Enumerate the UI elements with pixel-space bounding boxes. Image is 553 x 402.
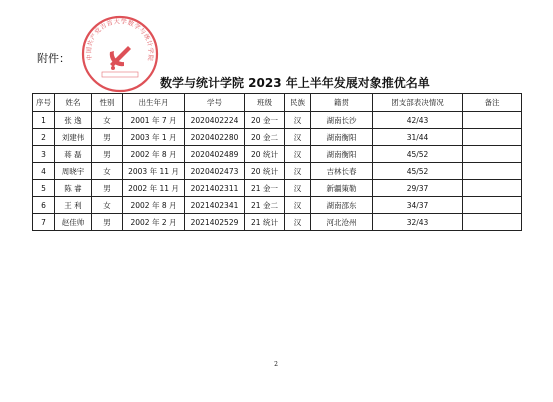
page-number: 2 — [274, 361, 278, 368]
table-row — [33, 112, 522, 129]
table-cell: 女 — [92, 163, 123, 180]
table-header-row — [33, 94, 522, 112]
table-cell: 21 金一 — [245, 180, 285, 197]
table-cell: 7 — [33, 214, 55, 231]
table-cell: 张 逸 — [55, 112, 92, 129]
attachment-label: 附件： — [37, 52, 70, 65]
table-cell: 刘建伟 — [55, 129, 92, 146]
table-cell: 湖南衡阳 — [311, 129, 373, 146]
table-cell: 2020402224 — [185, 112, 245, 129]
table-cell: 2021402341 — [185, 197, 245, 214]
column-header: 学号 — [185, 94, 245, 112]
table-cell: 2002 年 8 月 — [123, 146, 185, 163]
table-cell: 王 利 — [55, 197, 92, 214]
table-cell: 男 — [92, 180, 123, 197]
table-cell: 4 — [33, 163, 55, 180]
table-cell: 汉 — [285, 112, 311, 129]
table-cell: 湖南衡阳 — [311, 146, 373, 163]
table-cell: 2020402280 — [185, 129, 245, 146]
table-cell: 周晓宇 — [55, 163, 92, 180]
table-row — [33, 214, 522, 231]
table-cell: 2002 年 11 月 — [123, 180, 185, 197]
table-cell: 3 — [33, 146, 55, 163]
table-cell: 汉 — [285, 129, 311, 146]
table-cell: 6 — [33, 197, 55, 214]
table-cell: 45/52 — [373, 163, 463, 180]
table-cell — [463, 129, 522, 146]
column-header: 序号 — [33, 94, 55, 112]
table-row — [33, 129, 522, 146]
table-cell: 2 — [33, 129, 55, 146]
table-cell: 31/44 — [373, 129, 463, 146]
table-cell — [463, 163, 522, 180]
party-emblem-icon — [110, 46, 131, 70]
table-cell: 男 — [92, 129, 123, 146]
table-cell: 5 — [33, 180, 55, 197]
table-cell: 2003 年 11 月 — [123, 163, 185, 180]
table-cell: 2020402489 — [185, 146, 245, 163]
table-cell — [463, 197, 522, 214]
table-cell: 2021402311 — [185, 180, 245, 197]
table-cell: 29/37 — [373, 180, 463, 197]
table-cell: 汉 — [285, 214, 311, 231]
table-cell: 汉 — [285, 197, 311, 214]
table-cell: 20 金一 — [245, 112, 285, 129]
table-cell: 32/43 — [373, 214, 463, 231]
official-seal-stamp — [80, 14, 160, 94]
table-cell: 20 金二 — [245, 129, 285, 146]
table-cell: 21 金二 — [245, 197, 285, 214]
table-cell: 45/52 — [373, 146, 463, 163]
table-cell: 2002 年 8 月 — [123, 197, 185, 214]
table-cell: 42/43 — [373, 112, 463, 129]
table-cell: 汉 — [285, 180, 311, 197]
column-header: 出生年月 — [123, 94, 185, 112]
table-cell: 汉 — [285, 146, 311, 163]
table-row — [33, 197, 522, 214]
table-cell — [463, 214, 522, 231]
column-header: 团支部表决情况 — [373, 94, 463, 112]
table-cell: 男 — [92, 214, 123, 231]
column-header: 民族 — [285, 94, 311, 112]
table-cell: 湖南长沙 — [311, 112, 373, 129]
table-cell: 21 统计 — [245, 214, 285, 231]
column-header: 班级 — [245, 94, 285, 112]
column-header: 备注 — [463, 94, 522, 112]
table-cell: 1 — [33, 112, 55, 129]
table-cell: 34/37 — [373, 197, 463, 214]
table-row — [33, 163, 522, 180]
table-row — [33, 146, 522, 163]
table-cell: 蒋 磊 — [55, 146, 92, 163]
table-cell: 20 统计 — [245, 163, 285, 180]
table-cell: 男 — [92, 146, 123, 163]
column-header: 籍贯 — [311, 94, 373, 112]
table-cell: 2001 年 7 月 — [123, 112, 185, 129]
document-title: 数学与统计学院 2023 年上半年发展对象推优名单 — [160, 76, 430, 90]
table-cell: 女 — [92, 197, 123, 214]
table-cell: 赵佳帅 — [55, 214, 92, 231]
table-cell: 新疆策勒 — [311, 180, 373, 197]
table-cell: 20 统计 — [245, 146, 285, 163]
column-header: 姓名 — [55, 94, 92, 112]
table-cell — [463, 112, 522, 129]
table-cell: 陈 睿 — [55, 180, 92, 197]
table-cell: 吉林长春 — [311, 163, 373, 180]
table-cell: 汉 — [285, 163, 311, 180]
table-cell: 2002 年 2 月 — [123, 214, 185, 231]
svg-text:中国共产党吉首大学数学与统计学院: 中国共产党吉首大学数学与统计学院 — [85, 18, 155, 62]
table-cell: 2021402529 — [185, 214, 245, 231]
table-cell — [463, 180, 522, 197]
column-header: 性别 — [92, 94, 123, 112]
table-cell: 河北沧州 — [311, 214, 373, 231]
nominee-table — [32, 93, 522, 231]
table-cell: 2020402473 — [185, 163, 245, 180]
table-row — [33, 180, 522, 197]
table-cell: 女 — [92, 112, 123, 129]
table-cell: 2003 年 1 月 — [123, 129, 185, 146]
table-cell — [463, 146, 522, 163]
table-cell: 湖南邵东 — [311, 197, 373, 214]
